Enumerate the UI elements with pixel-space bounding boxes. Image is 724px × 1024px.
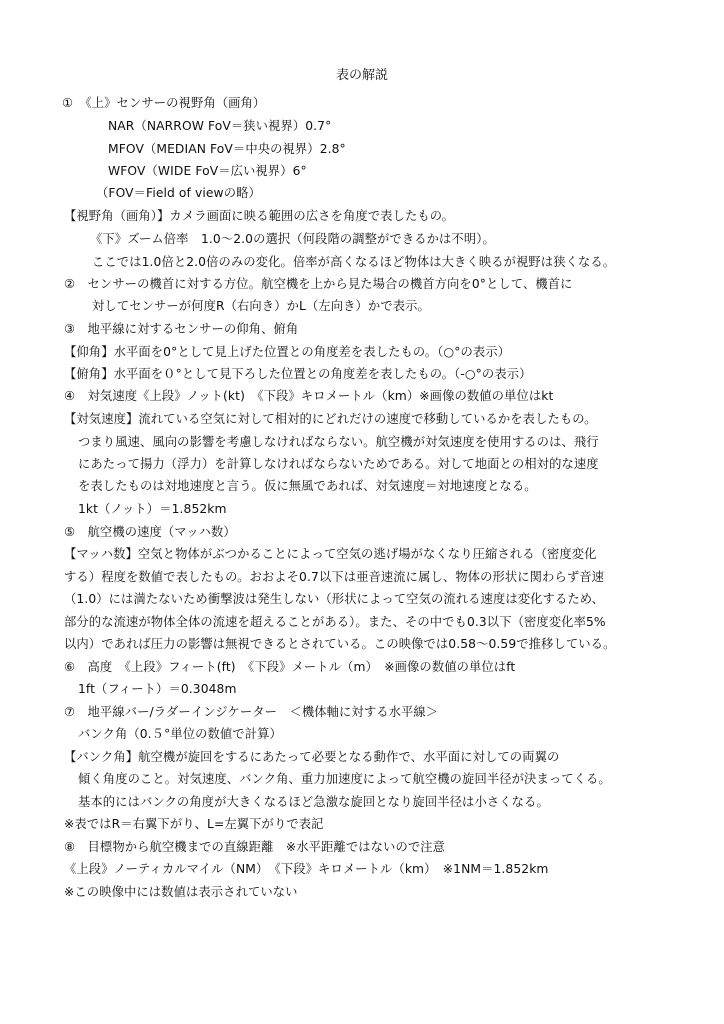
item-1-wfov: WFOV（WIDE FoV＝広い視界）6° [108, 164, 307, 178]
bank-cont-1: 傾く角度のこと。対気速度、バンク角、重力加速度によって航空機の旋回半径が決まってくる。 [78, 772, 611, 786]
item-3-heading: ③ 地平線に対するセンサーの仰角、俯角 [64, 322, 299, 336]
item-4-heading: ④ 対気速度《上段》ノット(kt) 《下段》キロメートル（km）※画像の数値の単位はkt [64, 389, 554, 403]
item-1-nar: NAR（NARROW FoV＝狭い視界）0.7° [108, 119, 332, 133]
item-1-fov-note: （FOV＝Field of viewの略） [96, 186, 261, 200]
mach-cont-1: する）程度を数値で表したもの。おおよそ0.7以下は亜音速流に属し、物体の形状に関わらず音速 [64, 570, 605, 584]
zoom-ratio: 《下》ズーム倍率 1.0～2.0の選択（何段階の調整ができるかは不明）。 [90, 232, 495, 246]
mach-cont-4: 以内）であれば圧力の影響は無視できるとされている。この映像では0.58～0.59で推移している。 [64, 637, 616, 651]
item-2-cont: 対してセンサーが何度R（右向き）かL（左向き）かで表示。 [92, 299, 430, 313]
item-7-heading: ⑦ 地平線バー/ラダーインジケーター ＜機体軸に対する水平線＞ [64, 705, 439, 719]
knot-conversion: 1kt（ノット）＝1.852km [78, 502, 227, 516]
distance-units: 《上段》ノーティカルマイル（NM） 《下段》キロメートル（km） ※1NM＝1.852km [64, 862, 549, 876]
fov-definition: 【視野角（画角）】カメラ画面に映る範囲の広さを角度で表したもの。 [64, 209, 455, 223]
item-1-mfov: MFOV（MEDIAN FoV＝中央の視界）2.8° [108, 142, 346, 156]
bank-angle-unit: バンク角（0.５°単位の数値で計算） [78, 727, 282, 741]
mach-definition: 【マッハ数】空気と物体がぶつかることによって空気の逃げ場がなくなり圧縮される（密度変化 [64, 547, 597, 561]
item-8-heading: ⑧ 目標物から航空機までの直線距離 ※水平距離ではないので注意 [64, 840, 446, 854]
item-2-heading: ② センサーの機首に対する方位。航空機を上から見た場合の機首方向を0°として、機首に [64, 277, 573, 291]
airspeed-cont-2: にあたって揚力（浮力）を計算しなければならないためである。対して地面との相対的な速度 [78, 457, 599, 471]
mach-cont-3: 部分的な流速が物体全体の流速を超えることがある）。また、その中でも0.3以下（密度変化率5% [64, 615, 606, 629]
feet-conversion: 1ft（フィート）＝0.3048m [78, 682, 237, 696]
elevation-definition: 【仰角】水平面を0°として見上げた位置との角度差を表したもの。（○°の表示） [64, 345, 511, 359]
bank-definition: 【バンク角】航空機が旋回をするにあたって必要となる動作で、水平面に対しての両翼の [64, 750, 560, 764]
item-1-heading: ① 《上》センサーの視野角（画角） [62, 96, 266, 110]
mach-cont-2: （1.0）には満たないため衝撃波は発生しない（形状によって空気の流れる速度は変化するため、 [64, 592, 605, 606]
item-6-heading: ⑥ 高度 《上段》フィート(ft) 《下段》メートル（m） ※画像の数値の単位はft [64, 660, 516, 674]
bank-cont-2: 基本的にはバンクの角度が大きくなるほど急激な旋回となり旋回半径は小さくなる。 [78, 795, 549, 809]
page-title: 表の解説 [335, 68, 388, 83]
depression-definition: 【俯角】水平面を０°として見下ろした位置との角度差を表したもの。（-○°の表示） [64, 367, 532, 381]
airspeed-definition: 【対気速度】流れている空気に対して相対的にどれだけの速度で移動しているかを表したもの。 [64, 412, 597, 426]
zoom-note: ここでは1.0倍と2.0倍のみの変化。倍率が高くなるほど物体は大きく映るが視野は狭くなる。 [92, 255, 616, 269]
bank-note: ※表ではR＝右翼下がり、L=左翼下がりで表記 [64, 817, 324, 831]
distance-note: ※この映像中には数値は表示されていない [64, 885, 298, 899]
airspeed-cont-3: を表したものは対地速度と言う。仮に無風であれば、対気速度＝対地速度となる。 [78, 479, 537, 493]
item-5-heading: ⑤ 航空機の速度（マッハ数） [64, 525, 236, 539]
airspeed-cont-1: つまり風速、風向の影響を考慮しなければならない。航空機が対気速度を使用するのは、飛行 [78, 435, 599, 449]
